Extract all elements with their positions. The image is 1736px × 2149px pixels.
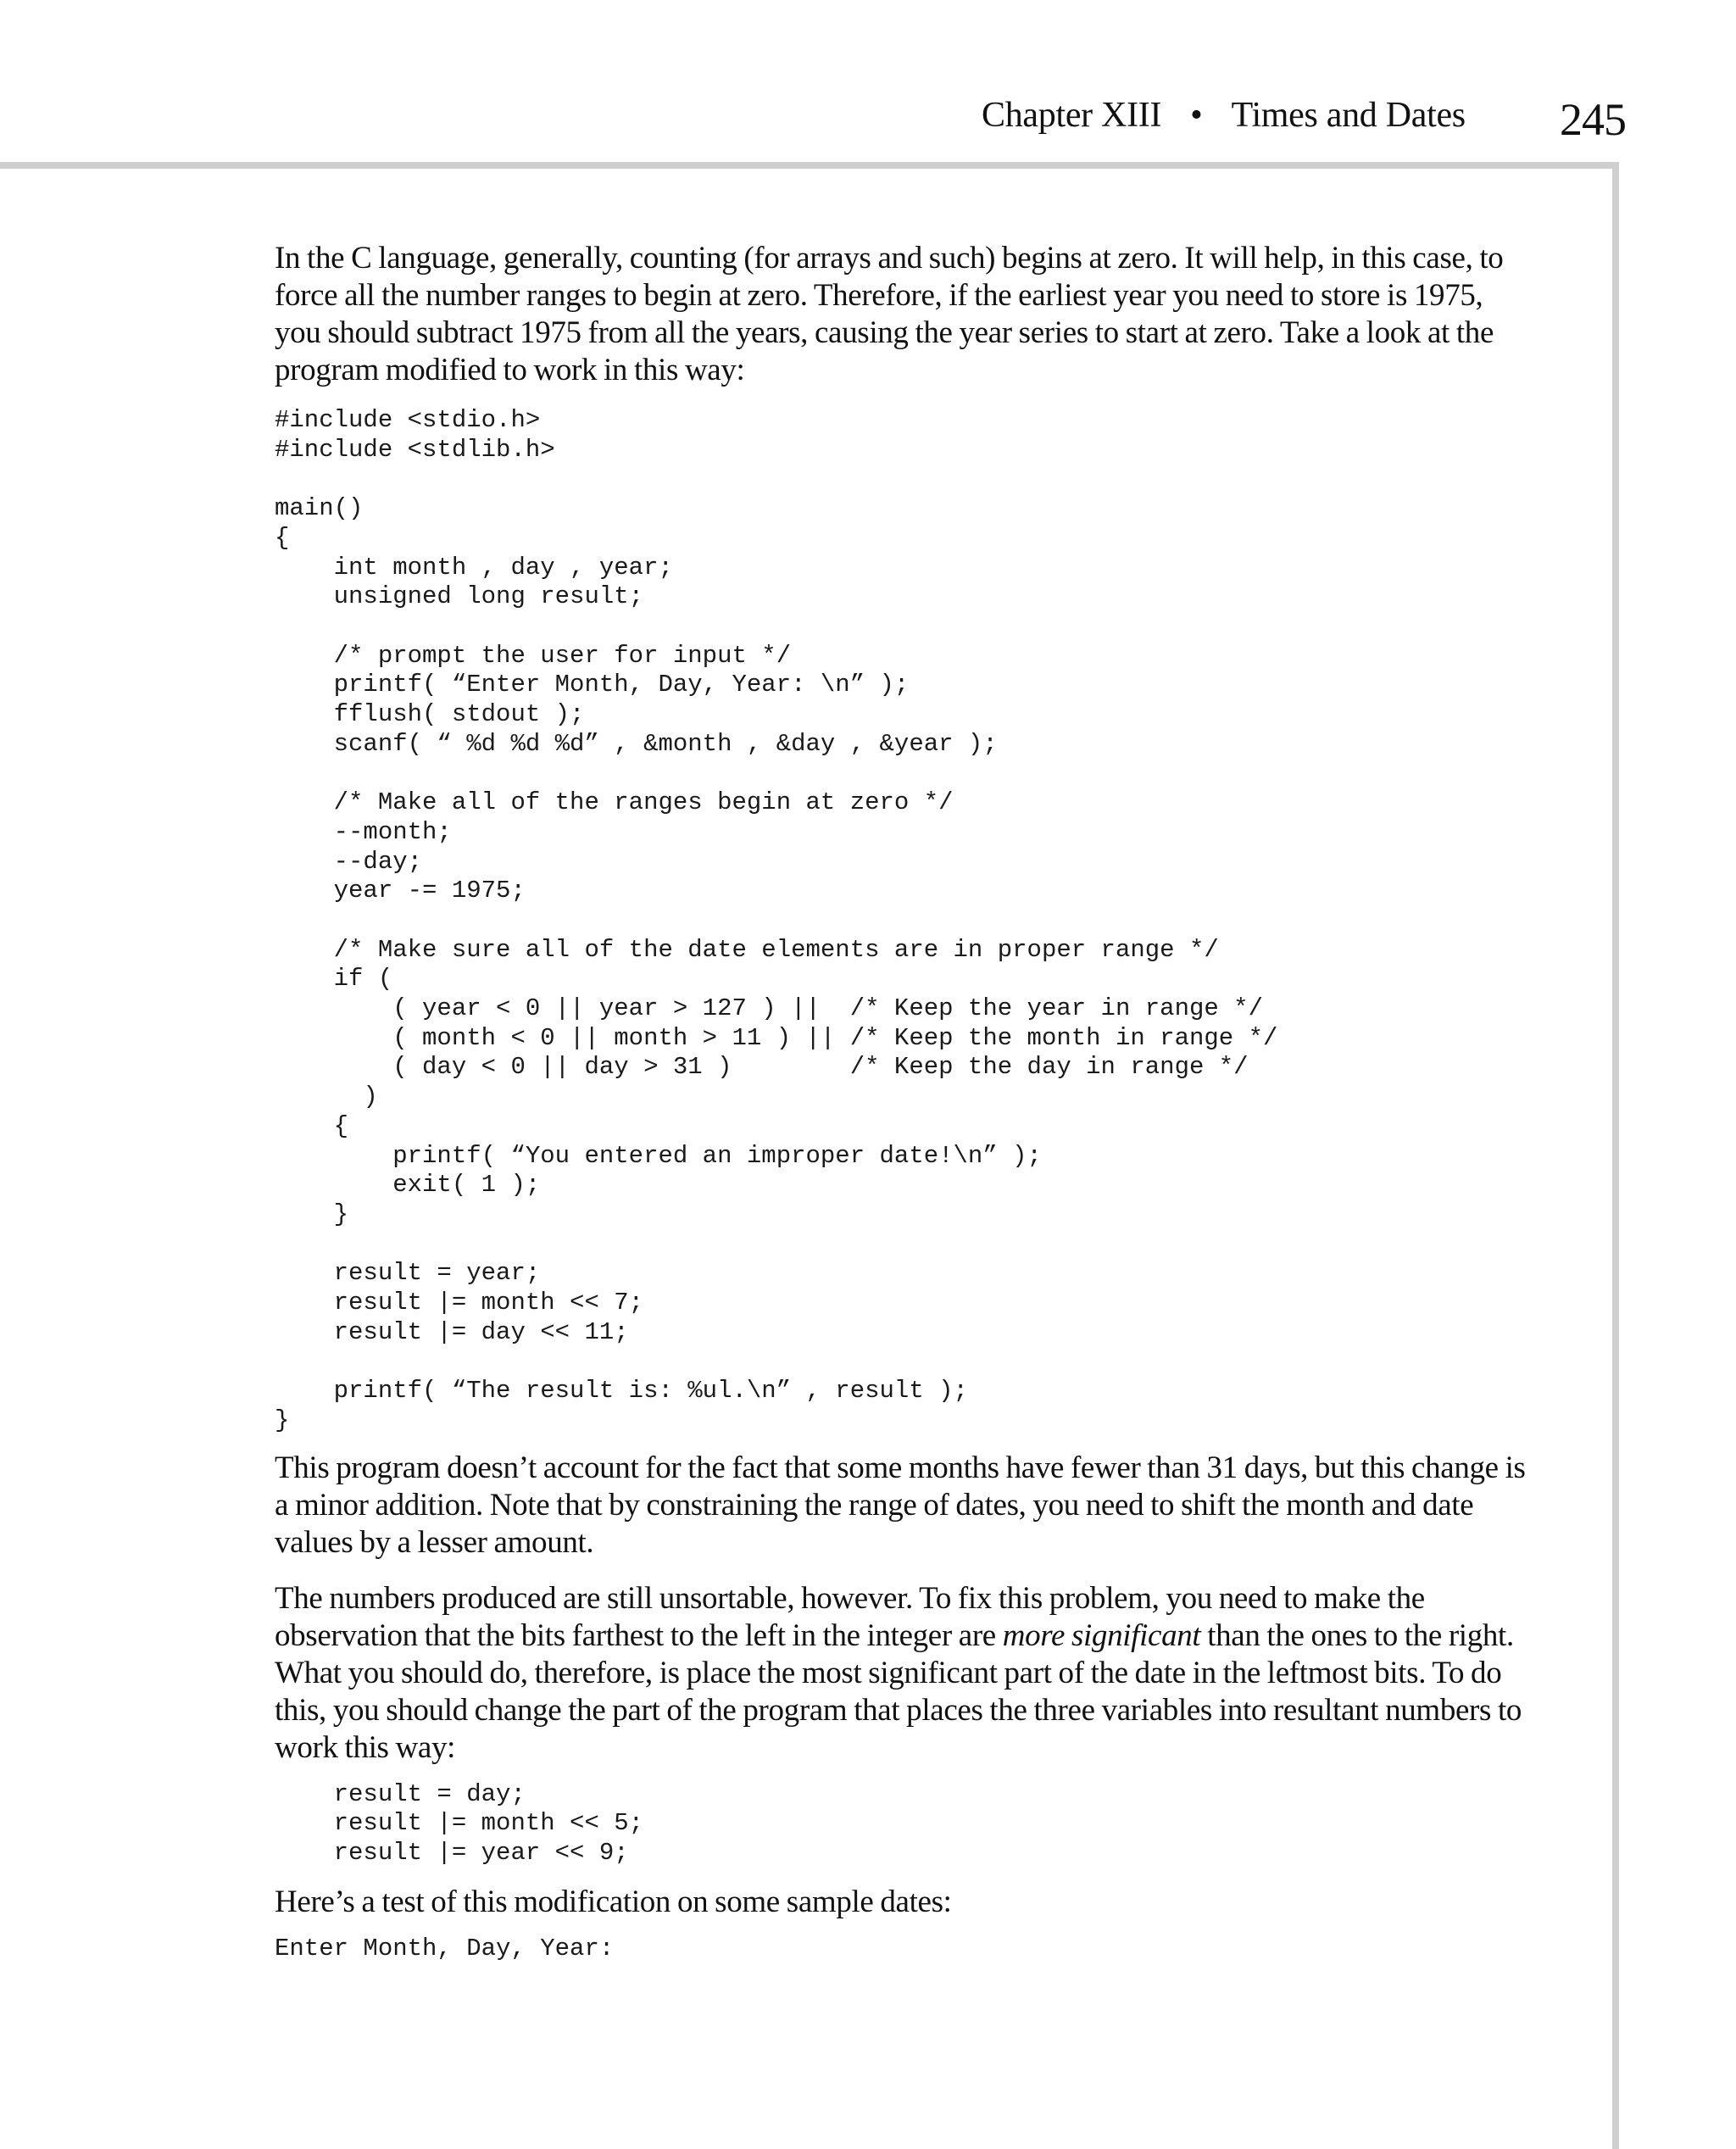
paragraph-sortable-start: The numbers produced are still unsortable, however. To fix this problem, you need to make the observation that the bits farthest to the left in the integer are [275,1580,1425,1653]
chapter-label: Chapter XIII [982,96,1162,135]
code-sample-output: Enter Month, Day, Year: [275,1934,615,1962]
page-edge-rule [1612,162,1619,2149]
header-bullet: • [1190,96,1203,135]
paragraph-constraint-note: This program doesn’t account for the fact that some months have fewer than 31 days, but this change is a minor addition. Note that by constraining the range of dates, you need to shift the month and date values by a lesser amount. [275,1450,1526,1560]
section-title: Times and Dates [1231,96,1466,135]
header-rule [0,162,1619,169]
page-body [275,240,1533,1963]
page-number: 245 [1560,94,1626,145]
paragraph-sample-test: Here’s a test of this modification on some sample dates: [275,1884,952,1919]
emphasis-more-significant: more significant [1002,1617,1201,1653]
running-header [982,95,1466,136]
paragraph-sortable [275,1580,1533,1767]
paragraph-intro: In the C language, generally, counting (for arrays and such) begins at zero. It will help, in this case, to force all the number ranges to begin at zero. Therefore, if the earliest year you need to store is 1975, you should subtract 1975 from all the years, causing the year series to start at zero. Take a look at the program modified to work in this way: [275,241,1504,387]
paragraph-sortable-end: than the ones to the right. What you should do, therefore, is place the most significant part of the date in the leftmost bits. To do this, you should change the part of the program that places the three variables into resultant numbers to work this way: [275,1617,1522,1765]
code-listing-program: #include <stdio.h> #include <stdlib.h> main() { int month , day , year; unsigned long result; /* prompt the user for input */ printf( “Enter Month, Day, Year: \n” ); fflush( stdout ); scanf( “ %d %d %d” , &month , &day , &year ); /* Make all of the ranges begin at zero */ --month; --day; year -= 1975; /* Make sure all of the date elements are in proper range */ if ( ( year < 0 || year > 127 ) || /* Keep the year in range */ ( month < 0 || month > 11 ) || /* Keep the month in range */ ( day < 0 || day > 31 ) /* Keep the day in range */ ) { printf( “You entered an improper date!\n” ); exit( 1 ); } result = year; result |= month << 7; result |= day << 11; printf( “The result is: %ul.\n” , result ); } [275,406,1278,1434]
code-listing-modification: result = day; result |= month << 5; result |= year << 9; [333,1779,644,1868]
